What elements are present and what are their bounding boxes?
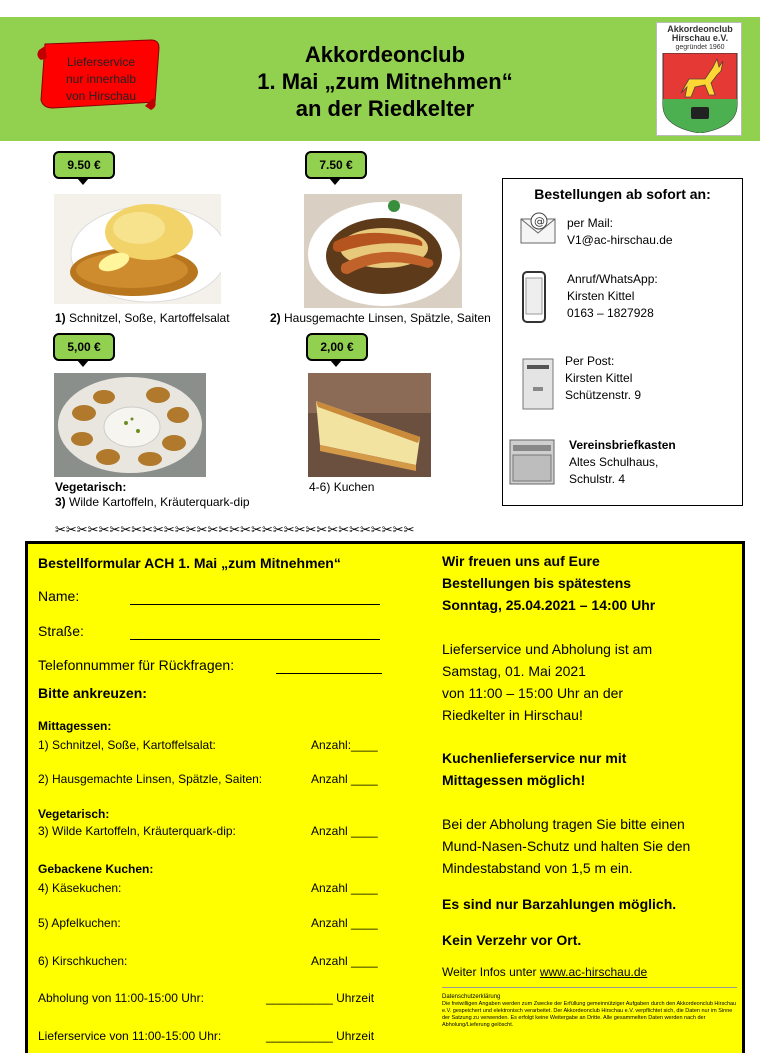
check-instruction: Bitte ankreuzen: [38,685,147,701]
pickup-time-field[interactable]: __________ Uhrzeit [266,991,375,1005]
menu-item-name: Schnitzel, Soße, Kartoffelsalat [69,311,230,325]
order-item-potatoes: 3) Wilde Kartoffeln, Kräuterquark-dip: [38,824,236,838]
section-lunch: Mittagessen: [38,719,112,733]
price-tag-lentils: 7.50 € [305,151,367,179]
amount-field-potatoes[interactable]: Anzahl ____ [311,824,378,838]
mail-icon [519,209,557,247]
potatoes-photo [54,373,206,477]
amount-field-applecake[interactable]: Anzahl ____ [311,916,378,930]
cake-photo [308,373,431,477]
pickup-label: Abholung von 11:00-15:00 Uhr: [38,991,204,1005]
delivery-badge-text [46,54,156,105]
menu-item-name: Kuchen [333,480,375,494]
delivery-time-field[interactable]: __________ Uhrzeit [266,1029,375,1043]
logo-founded: gegründet 1960 [675,44,725,51]
amount-field-cheesecake[interactable]: Anzahl ____ [311,881,378,895]
menu-item-number: 4-6) [309,480,331,494]
lentils-photo [304,194,462,308]
phone-number[interactable]: 0163 – 1827928 [567,306,654,320]
mail-address[interactable]: V1@ac-hirschau.de [567,233,673,247]
pickup-line: von 11:00 – 15:00 Uhr an der [442,685,624,701]
phone-label: Anruf/WhatsApp: [567,272,658,286]
club-logo [656,22,742,136]
mask-line: Mund-Nasen-Schutz und halten Sie den [442,838,691,854]
mask-note [442,813,742,879]
cake-note-line: Mittagessen möglich! [442,772,586,788]
logo-line: Hirschau e.V. [671,33,729,43]
phone-field[interactable] [276,673,382,674]
price-tag-schnitzel: 9.50 € [53,151,115,179]
delivery-badge-line: nur innerhalb [65,72,137,86]
order-item-cheesecake: 4) Käsekuchen: [38,881,122,895]
pickup-line: Samstag, 01. Mai 2021 [442,663,586,679]
menu-item-name: Hausgemachte Linsen, Spätzle, Saiten [284,311,491,325]
amount-field-lentils[interactable]: Anzahl ____ [311,772,378,786]
contact-phone [567,271,658,322]
section-cakes: Gebackene Kuchen: [38,862,154,876]
contact-title: Bestellungen ab sofort an: [534,186,711,202]
privacy-block [442,994,738,1029]
info-prefix: Weiter Infos unter [442,965,540,979]
mask-line: Mindestabstand von 1,5 m ein. [442,860,633,876]
menu-item-potatoes [55,480,250,510]
phone-contact-name: Kirsten Kittel [567,289,635,303]
page-title [230,41,540,122]
club-box-place: Altes Schulhaus, [569,455,659,469]
contact-box [502,178,743,506]
no-eating-note: Kein Verzehr vor Ort. [442,932,582,948]
menu-item-prefix: Vegetarisch: [55,480,127,494]
contact-mail [567,215,673,249]
pickup-line: Riedkelter in Hirschau! [442,707,583,723]
menu-item-schnitzel [55,311,230,326]
divider [442,987,737,988]
smartphone-icon [521,271,547,323]
deer-crest-icon [661,53,739,133]
club-box-label: Vereinsbriefkasten [569,438,676,452]
mask-line: Bei der Abholung tragen Sie bitte einen [442,816,685,832]
cash-only-note: Es sind nur Barzahlungen möglich. [442,896,677,912]
price-tag-potatoes: 5,00 € [53,333,115,361]
logo-text [657,25,743,52]
logo-line: Akkordeonclub [667,24,733,34]
menu-item-number: 3) [55,495,66,509]
title-line: an der Riedkelter [295,96,475,121]
menu-item-number: 1) [55,311,66,325]
menu-item-lentils [270,311,491,326]
delivery-badge-line: Lieferservice [66,55,136,69]
menu-item-name: Wilde Kartoffeln, Kräuterquark-dip [69,495,250,509]
order-form [25,541,745,1053]
order-item-applecake: 5) Apfelkuchen: [38,916,121,930]
cake-delivery-note [442,747,742,791]
title-line: 1. Mai „zum Mitnehmen“ [257,69,513,94]
order-item-schnitzel: 1) Schnitzel, Soße, Kartoffelsalat: [38,738,216,752]
cut-line: ✂✂✂✂✂✂✂✂✂✂✂✂✂✂✂✂✂✂✂✂✂✂✂✂✂✂✂✂✂✂✂✂✂ [55,522,415,537]
mail-label: per Mail: [567,216,614,230]
phone-label: Telefonnummer für Rückfragen: [38,657,235,673]
deadline-line: Bestellungen bis spätestens [442,575,632,591]
club-mailbox-icon [509,439,555,485]
delivery-label: Lieferservice von 11:00-15:00 Uhr: [38,1029,222,1043]
privacy-text: Die freiwilligen Angaben werden zum Zwecke der Erfüllung gemeinnütziger Aufgaben durch den Akkordeonclub Hirschau e.V. gespeichert und elektronisch verarbeitet. Der Akkordeonclub Hirschau e.V. verpflichtet sich, die Daten nur im Sinne der Satzung zu verwenden. Es erfolgt keine Weitergabe an Dritte. Alle gesammelten Daten werden nach der Abholung/Lieferung gelöscht. [442,1001,737,1028]
website-link[interactable]: www.ac-hirschau.de [539,965,648,979]
post-street: Schützenstr. 9 [565,388,642,402]
svg-text:@: @ [534,215,545,228]
street-label: Straße: [38,623,84,639]
order-item-cherrycake: 6) Kirschkuchen: [38,954,128,968]
delivery-badge-line: von Hirschau [65,89,137,103]
post-label: Per Post: [565,354,615,368]
postbox-icon [521,357,555,411]
post-contact-name: Kirsten Kittel [565,371,633,385]
amount-field-schnitzel[interactable]: Anzahl:____ [311,738,378,752]
amount-field-cherrycake[interactable]: Anzahl ____ [311,954,378,968]
menu-item-cake [309,480,374,495]
schnitzel-photo [54,194,221,304]
privacy-title: Datenschutzerklärung [442,994,501,1000]
club-box-street: Schulstr. 4 [569,472,626,486]
deadline-line: Wir freuen uns auf Eure [442,553,600,569]
pickup-note [442,638,742,726]
section-vegetarian: Vegetarisch: [38,807,110,821]
cake-note-line: Kuchenlieferservice nur mit [442,750,627,766]
name-field[interactable] [130,604,380,605]
name-label: Name: [38,588,80,604]
contact-club-box [569,437,676,488]
pickup-line: Lieferservice und Abholung ist am [442,641,653,657]
deadline-note [442,550,742,616]
price-tag-cake: 2,00 € [306,333,368,361]
info-line [442,961,742,983]
form-title: Bestellformular ACH 1. Mai „zum Mitnehmen“ [38,555,341,571]
order-item-lentils: 2) Hausgemachte Linsen, Spätzle, Saiten: [38,772,263,786]
deadline-line: Sonntag, 25.04.2021 – 14:00 Uhr [442,597,656,613]
title-line: Akkordeonclub [304,42,466,67]
contact-post [565,353,641,404]
menu-item-number: 2) [270,311,281,325]
street-field[interactable] [130,639,380,640]
